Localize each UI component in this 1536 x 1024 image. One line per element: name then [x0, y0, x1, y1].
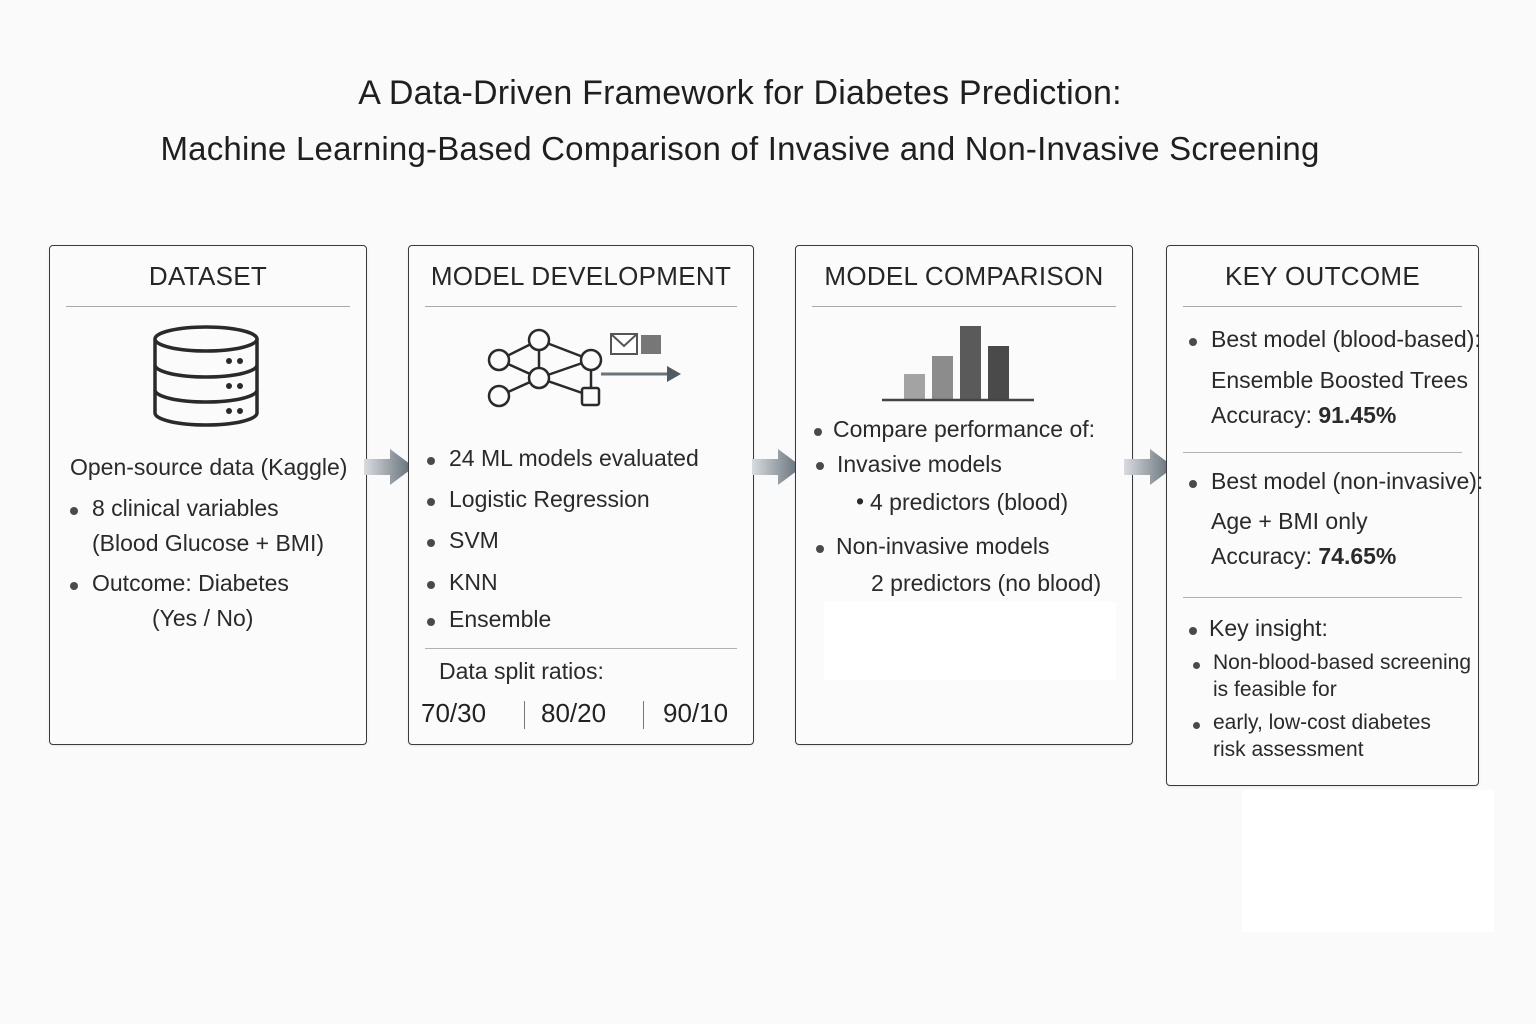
noninvasive-detail: 2 predictors (no blood): [871, 570, 1102, 596]
key-outcome-box: [1166, 245, 1484, 786]
model-item-count: 24 ML models evaluated: [449, 445, 699, 471]
split-ratio: 90/10: [663, 698, 729, 728]
divider: [1183, 452, 1462, 453]
accuracy-label: Accuracy:: [1211, 402, 1312, 428]
best-blood-model: Ensemble Boosted Trees: [1211, 367, 1468, 393]
dataset-variables: 8 clinical variables: [92, 495, 279, 521]
best-blood-accuracy: [1211, 402, 1396, 429]
bullet-dot: [1189, 627, 1197, 635]
database-icon: [152, 324, 262, 432]
bullet-dot: [427, 618, 435, 626]
blank-area: [824, 602, 1116, 680]
split-label: Data split ratios:: [439, 658, 604, 684]
split-separator: [524, 701, 525, 729]
bar-chart-icon: [882, 324, 1034, 402]
accuracy-label: Accuracy:: [1211, 543, 1312, 569]
best-blood-label: Best model (blood-based):: [1211, 326, 1481, 352]
model-item-ensemble: Ensemble: [449, 606, 552, 632]
invasive-models: Invasive models: [837, 451, 1002, 477]
model-development-heading: MODEL DEVELOPMENT: [425, 256, 737, 307]
diagram-subtitle: Machine Learning-Based Comparison of Invasive and Non-Invasive Screening: [160, 130, 1320, 167]
bullet-dot: [1189, 338, 1197, 346]
insight-text: early, low-cost diabetes: [1213, 711, 1431, 734]
key-outcome-heading: KEY OUTCOME: [1183, 256, 1462, 307]
bullet-dot: [427, 581, 435, 589]
bullet-dot: [816, 462, 824, 470]
dataset-outcome-detail: (Yes / No): [152, 605, 254, 631]
accuracy-value: 91.45%: [1318, 402, 1397, 428]
bullet-dot: [1189, 480, 1197, 488]
bullet-dot: [70, 582, 78, 590]
invasive-detail: 4 predictors (blood): [870, 489, 1069, 515]
model-item-logistic-regression: Logistic Regression: [449, 486, 650, 512]
split-separator: [643, 701, 644, 729]
model-comparison-heading: MODEL COMPARISON: [812, 256, 1116, 307]
dataset-outcome: Outcome: Diabetes: [92, 570, 289, 596]
bullet-dot: [70, 507, 78, 515]
insight-text: risk assessment: [1213, 738, 1364, 761]
key-insight-label: Key insight:: [1209, 615, 1328, 641]
split-ratio: 70/30: [421, 698, 487, 728]
bullet-dot: [816, 545, 824, 553]
insight-text: is feasible for: [1213, 678, 1337, 701]
bullet-dot: [427, 457, 435, 465]
model-comparison-box: [795, 245, 1133, 745]
divider: [1183, 597, 1462, 598]
insight-text: Non-blood-based screening: [1213, 651, 1471, 674]
model-item-svm: SVM: [449, 527, 499, 553]
blank-area: [1242, 790, 1494, 932]
divider: [425, 648, 737, 649]
best-noninvasive-label: Best model (non-invasive):: [1211, 468, 1484, 494]
split-ratio: 80/20: [541, 698, 607, 728]
noninvasive-models: Non-invasive models: [836, 533, 1050, 559]
dataset-box: [49, 245, 367, 745]
neural-network-icon: [485, 326, 685, 408]
bullet-dot: [814, 428, 822, 436]
best-noninvasive-model: Age + BMI only: [1211, 508, 1368, 534]
diagram-title: A Data-Driven Framework for Diabetes Prediction:: [358, 74, 1122, 112]
model-development-box: [408, 245, 754, 745]
best-noninvasive-accuracy: [1211, 543, 1396, 570]
accuracy-value: 74.65%: [1318, 543, 1397, 569]
dataset-variables-detail: (Blood Glucose + BMI): [92, 530, 325, 556]
invasive-bullet: •: [856, 488, 865, 514]
bullet-dot: [1193, 722, 1200, 729]
compare-label: Compare performance of:: [833, 416, 1096, 442]
dataset-heading: DATASET: [66, 256, 350, 307]
bullet-dot: [427, 539, 435, 547]
dataset-source: Open-source data (Kaggle): [70, 454, 348, 480]
bullet-dot: [427, 498, 435, 506]
model-item-knn: KNN: [449, 569, 498, 595]
bullet-dot: [1193, 662, 1200, 669]
